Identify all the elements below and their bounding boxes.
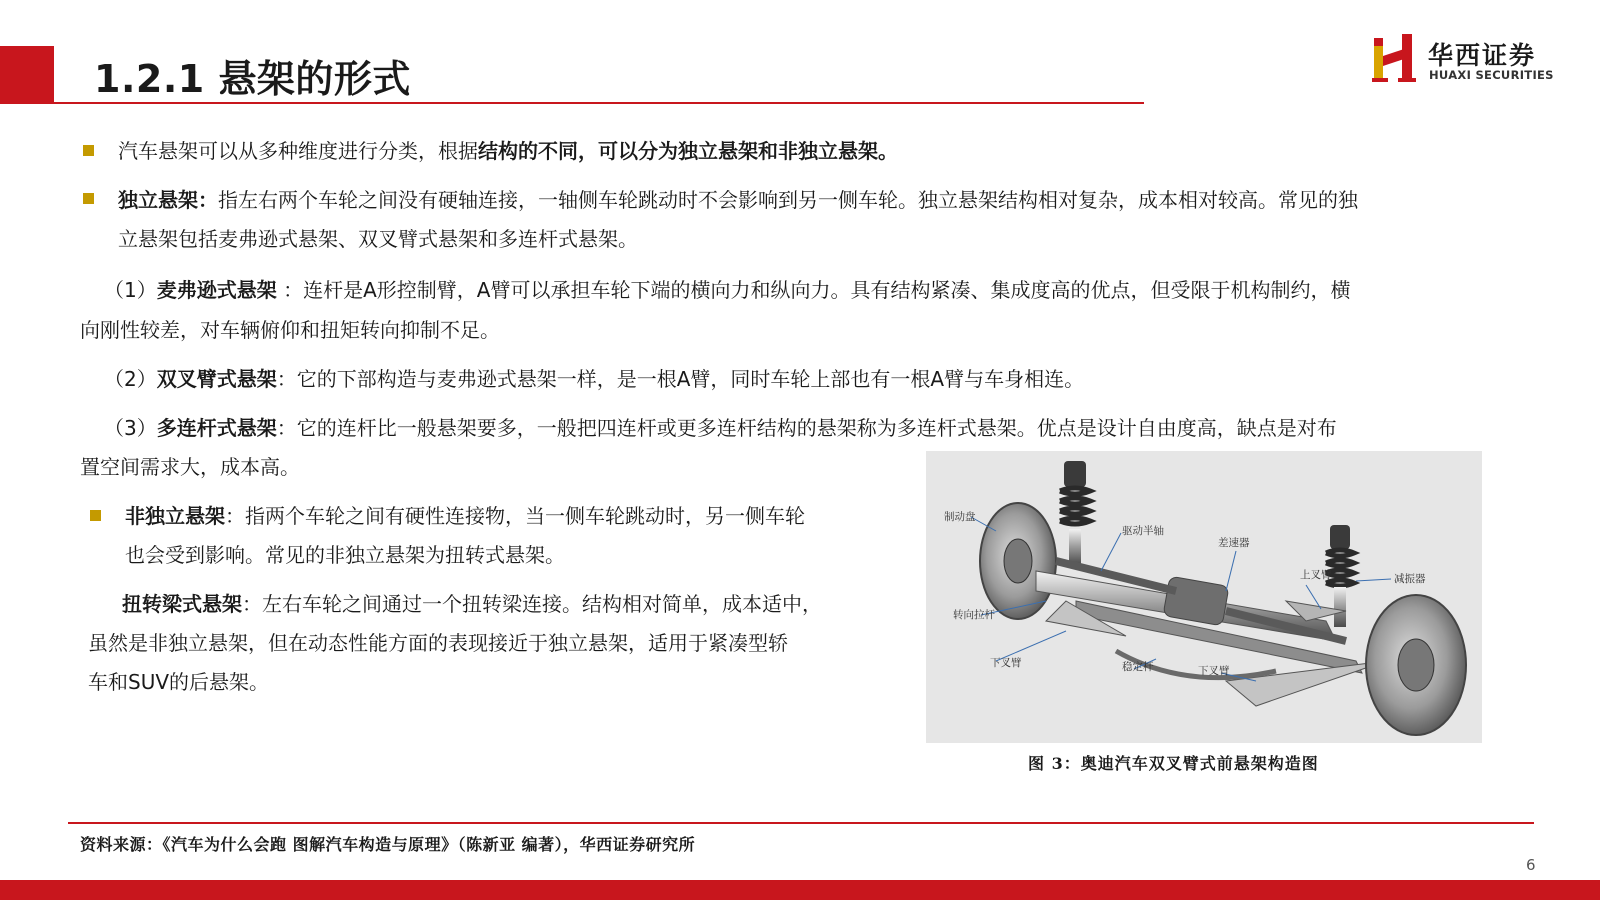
source-note: 资料来源：《汽车为什么会跑 图解汽车构造与原理》（陈新亚 编著），华西证券研究所 [80,835,696,854]
paragraph-classification [118,131,898,171]
suspension-illustration-icon [926,451,1482,743]
page-number: 6 [1526,856,1536,874]
bullet-icon [83,193,94,204]
independent-text-1: 指左右两个车轮之间没有硬轴连接，一轴侧车轮跳动时不会影响到另一侧车轮。独立悬架结构相对复杂，成本相对较高。常见的独 [218,188,1358,212]
multilink-text-1: ：它的连杆比一般悬架要多，一般把四连杆或更多连杆结构的悬架称为多连杆式悬架。优点是设计自由度高，缺点是对布 [276,416,1337,440]
independent-text-2: 立悬架包括麦弗逊式悬架、双叉臂式悬架和多连杆式悬架。 [118,227,638,251]
paragraph-macpherson-line1 [104,270,1350,310]
label-stabilizer: 稳定杆 [1122,661,1154,673]
label-shock-absorber: 减振器 [1394,573,1426,585]
logo-chinese-name: 华西证券 [1428,41,1537,70]
title-accent-block [0,46,54,104]
figure-caption: 图 3：奥迪汽车双叉臂式前悬架构造图 [1028,754,1319,773]
paragraph-multilink-line1 [104,408,1337,448]
label-drive-shaft: 驱动半轴 [1122,525,1164,537]
double-wishbone-text: ：它的下部构造与麦弗逊式悬架一样，是一根A臂，同时车轮上部也有一根A臂与车身相连。 [276,367,1085,391]
label-brake-disc: 制动盘 [944,511,976,523]
torsion-beam-text-2: 虽然是非独立悬架，但在动态性能方面的表现接近于独立悬架，适用于紧凑型轿 [88,631,788,655]
label-upper-arm: 上叉臂 [1300,569,1332,581]
label-lower-arm-right: 下叉臂 [1198,665,1230,677]
dependent-text-1: ：指两个车轮之间有硬性连接物，当一侧车轮跳动时，另一侧车轮 [225,504,805,528]
footer-rule [68,822,1534,824]
paragraph-independent-line1 [118,180,1358,220]
classification-lead: 汽车悬架可以从多种维度进行分类，根据 [118,139,478,163]
label-lower-arm-left: 下叉臂 [990,657,1022,669]
macpherson-prefix: （1） [104,278,157,302]
paragraph-dependent-line1 [125,496,805,536]
dependent-text-2: 也会受到影响。常见的非独立悬架为扭转式悬架。 [125,543,565,567]
macpherson-text-2: 向刚性较差，对车辆俯仰和扭矩转向抑制不足。 [80,318,500,342]
multilink-prefix: （3） [104,416,157,440]
brand-logo [1372,34,1572,86]
label-differential: 差速器 [1218,537,1250,549]
bottom-brand-bar [0,880,1600,900]
double-wishbone-heading: 双叉臂式悬架 [156,367,277,391]
classification-emphasis: 结构的不同，可以分为独立悬架和非独立悬架。 [478,139,898,163]
torsion-beam-text-3: 车和SUV的后悬架。 [88,670,270,694]
page-title: 1.2.1 悬架的形式 [94,57,411,101]
torsion-beam-text-1: ：左右车轮之间通过一个扭转梁连接。结构相对简单，成本适中， [242,592,822,616]
dependent-heading: 非独立悬架 [125,504,225,528]
suspension-figure [926,451,1482,743]
bullet-icon [90,510,101,521]
paragraph-torsion-beam-line1 [122,584,822,624]
paragraph-double-wishbone [104,359,1084,399]
independent-heading: 独立悬架： [118,188,218,212]
multilink-text-2: 置空间需求大，成本高。 [80,455,300,479]
macpherson-text-1: ：连杆是A形控制臂，A臂可以承担车轮下端的横向力和纵向力。具有结构紧凑、集成度高的优点，但受限于机构制约，横 [276,278,1351,302]
macpherson-heading: 麦弗逊式悬架 [156,278,277,302]
label-tie-rod: 转向拉杆 [953,609,995,621]
torsion-beam-heading: 扭转梁式悬架 [122,592,242,616]
double-wishbone-prefix: （2） [104,367,157,391]
title-underline [54,102,1144,104]
multilink-heading: 多连杆式悬架 [156,416,277,440]
bullet-icon [83,145,94,156]
logo-english-name: HUAXI SECURITIES [1429,68,1554,82]
huaxi-logo-mark-icon [1372,34,1418,84]
